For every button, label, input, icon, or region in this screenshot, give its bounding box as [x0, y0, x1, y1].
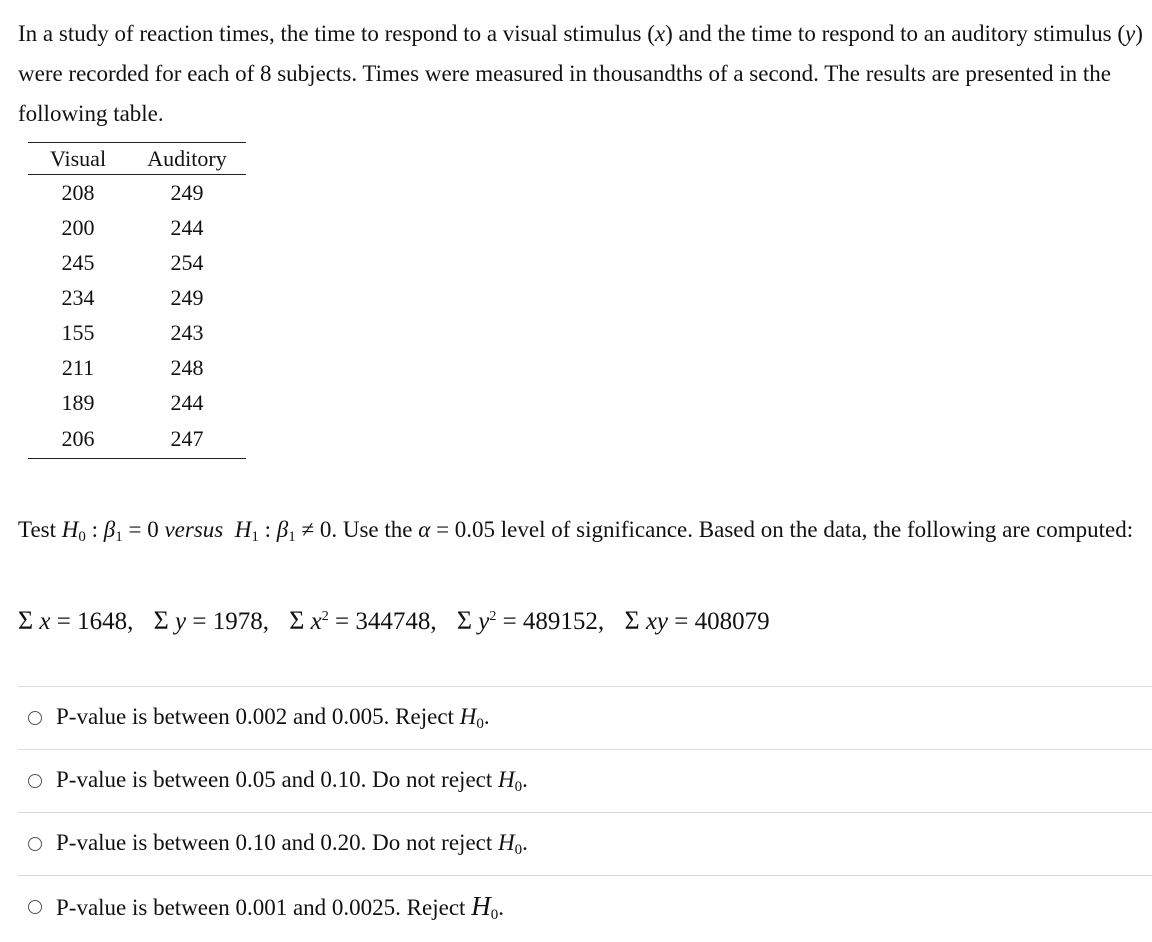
intro-text-3: ) were recorded for each of 8 subjects. Times were measured in thousandths of a second. The results are presented in the following table. [18, 21, 1143, 126]
intro-text-1: In a study of reaction times, the time to respond to a visual stimulus ( [18, 21, 655, 46]
option-label[interactable]: P-value is between 0.001 and 0.0025. Reject $H_0$. [56, 890, 504, 923]
problem-intro [18, 14, 1148, 134]
cell-visual: 245 [61, 249, 95, 275]
radio-button[interactable] [28, 711, 42, 725]
answer-option-3[interactable] [18, 812, 1152, 875]
table-row [28, 385, 246, 420]
cell-auditory: 247 [170, 426, 204, 451]
computed-intro: Based on the data, the following are computed: [693, 517, 1134, 542]
cell-visual: 211 [61, 354, 95, 380]
summary-statistics [18, 606, 770, 636]
table-row [28, 420, 246, 458]
sum-xy-value: = 408079 [668, 608, 770, 635]
cell-visual: 206 [61, 426, 95, 451]
answer-option-1[interactable] [18, 686, 1152, 749]
h0-symbol: H [61, 517, 79, 542]
hypothesis-statement [18, 510, 1148, 557]
beta-subscript: 1 [115, 529, 123, 545]
data-table-wrapper [28, 142, 246, 459]
cell-auditory: 248 [170, 354, 204, 380]
sum-y-label: y [175, 608, 187, 635]
radio-button[interactable] [28, 900, 42, 914]
cell-auditory: 249 [170, 284, 204, 310]
cell-auditory: 249 [170, 179, 204, 205]
header-visual: Visual [28, 143, 128, 175]
var-x: x [654, 21, 666, 46]
beta-symbol-alt: β [276, 517, 289, 542]
beta-symbol: β [103, 517, 116, 542]
data-table [28, 142, 246, 458]
alpha-value: = 0.05 level of significance. [430, 517, 694, 542]
option-label[interactable]: P-value is between 0.05 and 0.10. Do not reject $H_0$. [56, 766, 528, 795]
cell-visual: 189 [61, 389, 95, 415]
sum-x2-value: = 344748, [328, 608, 437, 635]
table-header-row [28, 143, 246, 175]
intro-text-2: ) and the time to respond to an auditory stimulus ( [665, 21, 1125, 46]
null-equals: = 0 [122, 517, 165, 542]
radio-button[interactable] [28, 837, 42, 851]
h1-symbol: H [234, 517, 252, 542]
alt-not-equals: ≠ 0. [295, 517, 338, 542]
table-row [28, 315, 246, 350]
sum-x2-exponent: 2 [321, 609, 329, 624]
table-row [28, 350, 246, 385]
cell-auditory: 244 [170, 389, 204, 415]
sum-xy-label: xy [645, 608, 669, 635]
sigma-icon: Σ [289, 606, 305, 635]
versus-word: versus [164, 517, 224, 542]
alpha-symbol: α [418, 517, 431, 542]
table-row [28, 280, 246, 315]
sum-x-label: x [39, 608, 51, 635]
table-row [28, 175, 246, 211]
sum-y2-exponent: 2 [489, 609, 497, 624]
table-row [28, 210, 246, 245]
sigma-icon: Σ [153, 606, 169, 635]
table-bottom-rule [28, 458, 246, 459]
answer-option-4[interactable] [18, 875, 1152, 938]
cell-auditory: 254 [170, 249, 204, 275]
var-y: y [1125, 21, 1136, 46]
h1-subscript: 1 [251, 529, 259, 545]
table-row [28, 245, 246, 280]
cell-visual: 200 [61, 214, 95, 240]
sum-y-value: = 1978, [186, 608, 269, 635]
sum-x-value: = 1648, [50, 608, 134, 635]
sigma-icon: Σ [624, 606, 640, 635]
cell-visual: 155 [61, 319, 95, 345]
answer-option-2[interactable] [18, 749, 1152, 812]
cell-visual: 208 [61, 179, 95, 205]
alpha-intro: Use the [337, 517, 419, 542]
sum-y2-label: y [478, 608, 490, 635]
sum-x2-label: x [310, 608, 322, 635]
alt-colon: : [258, 517, 277, 542]
answer-options [18, 686, 1152, 938]
beta-subscript-alt: 1 [288, 529, 296, 545]
option-label[interactable]: P-value is between 0.10 and 0.20. Do not reject $H_0$. [56, 829, 528, 858]
cell-auditory: 244 [170, 214, 204, 240]
sigma-icon: Σ [18, 606, 34, 635]
test-word: Test [18, 517, 62, 542]
radio-button[interactable] [28, 774, 42, 788]
sigma-icon: Σ [456, 606, 472, 635]
sum-y2-value: = 489152, [496, 608, 605, 635]
cell-visual: 234 [61, 284, 95, 310]
null-colon: : [85, 517, 104, 542]
cell-auditory: 243 [170, 319, 204, 345]
h0-subscript: 0 [78, 529, 86, 545]
header-auditory: Auditory [128, 143, 246, 175]
option-label[interactable]: P-value is between 0.002 and 0.005. Reject $H_0$. [56, 703, 490, 732]
